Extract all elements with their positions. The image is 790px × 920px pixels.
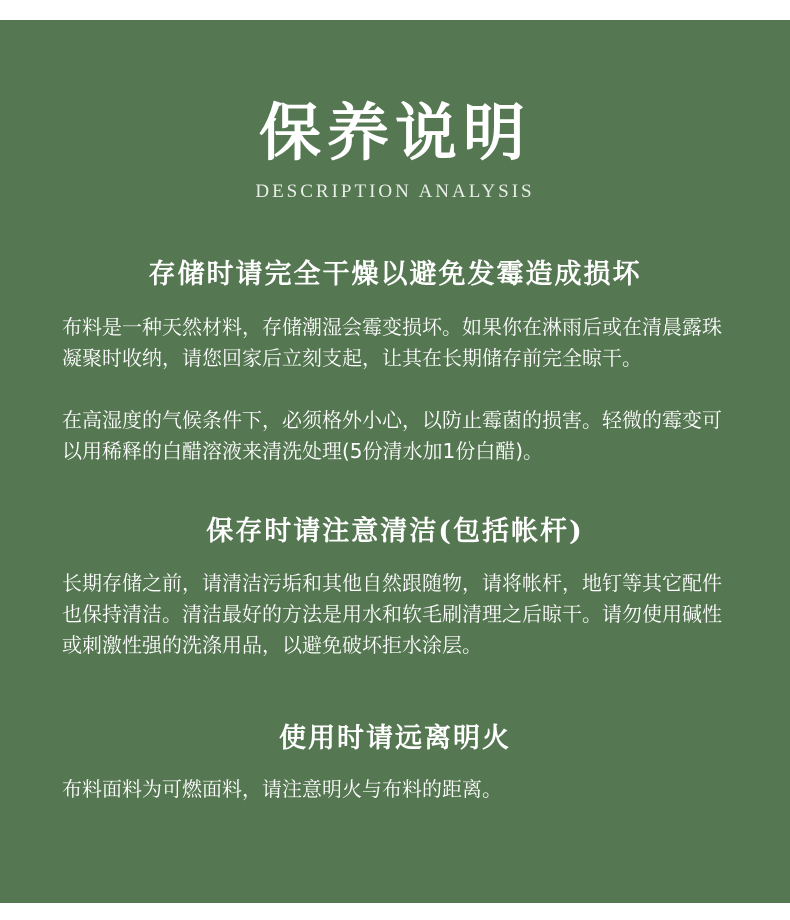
section-heading-fire-safety: 使用时请远离明火 bbox=[279, 723, 511, 754]
section-paragraph-storage-clean: 长期存储之前，请清洁污垢和其他自然跟随物，请将帐杆，地钉等其它配件也保持清洁。清洁最好的方法是用水和软毛刷清理之后晾干。请勿使用碱性或刺激性强的洗涤用品，以避免破坏拒水涂层。 bbox=[62, 571, 722, 657]
page-subtitle: DESCRIPTION ANALYSIS bbox=[255, 181, 535, 202]
care-instructions-panel bbox=[0, 20, 790, 903]
page-title: 保养说明 bbox=[258, 96, 531, 169]
section-paragraph-storage-dry-1: 布料是一种天然材料，存储潮湿会霉变损坏。如果你在淋雨后或在清晨露珠凝聚时收纳，请您回家后立刻支起，让其在长期储存前完全晾干。 bbox=[62, 315, 722, 370]
section-heading-storage-dry: 存储时请完全干燥以避免发霉造成损坏 bbox=[148, 259, 642, 290]
section-paragraph-storage-dry-2: 在高湿度的气候条件下，必须格外小心，以防止霉菌的损害。轻微的霉变可以用稀释的白醋溶液来清洗处理(5份清水加1份白醋)。 bbox=[62, 408, 722, 463]
section-heading-storage-clean: 保存时请注意清洁(包括帐杆) bbox=[206, 516, 584, 547]
section-paragraph-fire-safety: 布料面料为可燃面料，请注意明火与布料的距离。 bbox=[62, 777, 502, 801]
